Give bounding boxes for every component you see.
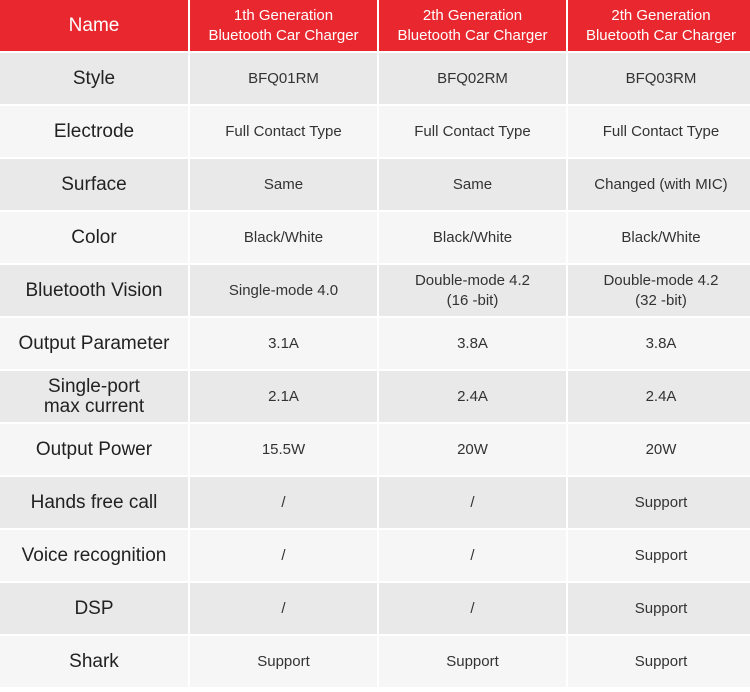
table-row <box>0 583 750 634</box>
header-product-1-line2: Bluetooth Car Charger <box>208 26 359 44</box>
row-value-product-2: BFQ02RM <box>379 53 566 104</box>
row-value-product-3: 3.8A <box>568 318 750 369</box>
row-value-product-1: / <box>190 530 377 581</box>
row-value-product-1: / <box>190 477 377 528</box>
table-body <box>0 53 750 687</box>
row-value-product-1: Support <box>190 636 377 687</box>
header-product-1 <box>190 0 377 51</box>
row-label: Output Power <box>0 424 188 475</box>
table-row <box>0 424 750 475</box>
table-row <box>0 53 750 104</box>
header-product-3-line1: 2th Generation <box>611 6 711 24</box>
row-value-product-1: Single-mode 4.0 <box>190 265 377 316</box>
row-label: DSP <box>0 583 188 634</box>
table-row <box>0 318 750 369</box>
header-product-1-line1: 1th Generation <box>233 6 334 24</box>
row-value-product-2: 2.4A <box>379 371 566 422</box>
row-value-product-3: Double-mode 4.2 (32 -bit) <box>568 265 750 316</box>
row-value-product-2: Double-mode 4.2 (16 -bit) <box>379 265 566 316</box>
table-row <box>0 212 750 263</box>
row-value-product-3: Support <box>568 636 750 687</box>
row-label: Shark <box>0 636 188 687</box>
row-value-product-2: 3.8A <box>379 318 566 369</box>
row-label: Hands free call <box>0 477 188 528</box>
table-row <box>0 636 750 687</box>
table-row <box>0 371 750 422</box>
row-value-product-3: 2.4A <box>568 371 750 422</box>
row-value-product-2: Support <box>379 636 566 687</box>
row-value-product-2: Same <box>379 159 566 210</box>
row-value-product-1: BFQ01RM <box>190 53 377 104</box>
row-label: Surface <box>0 159 188 210</box>
row-value-product-2: / <box>379 477 566 528</box>
row-value-product-3: Changed (with MIC) <box>568 159 750 210</box>
header-product-2 <box>379 0 566 51</box>
row-label: Bluetooth Vision <box>0 265 188 316</box>
header-product-3 <box>568 0 750 51</box>
table-row <box>0 265 750 316</box>
row-value-product-2: / <box>379 583 566 634</box>
row-value-product-2: Full Contact Type <box>379 106 566 157</box>
row-value-product-1: Black/White <box>190 212 377 263</box>
row-value-product-3: 20W <box>568 424 750 475</box>
header-row <box>0 0 750 51</box>
row-value-product-1: Full Contact Type <box>190 106 377 157</box>
row-label: Single-port max current <box>0 371 188 422</box>
header-name: Name <box>0 0 188 51</box>
row-value-product-3: Support <box>568 583 750 634</box>
row-label: Color <box>0 212 188 263</box>
row-value-product-2: Black/White <box>379 212 566 263</box>
table-row <box>0 477 750 528</box>
row-value-product-1: 3.1A <box>190 318 377 369</box>
row-value-product-1: 15.5W <box>190 424 377 475</box>
row-value-product-3: Support <box>568 530 750 581</box>
row-label: Style <box>0 53 188 104</box>
row-label: Voice recognition <box>0 530 188 581</box>
header-product-3-line2: Bluetooth Car Charger <box>585 26 737 44</box>
table-row <box>0 106 750 157</box>
row-value-product-3: Black/White <box>568 212 750 263</box>
row-value-product-1: 2.1A <box>190 371 377 422</box>
row-value-product-3: Full Contact Type <box>568 106 750 157</box>
row-value-product-3: Support <box>568 477 750 528</box>
header-product-2-line1: 2th Generation <box>422 6 523 24</box>
row-value-product-1: / <box>190 583 377 634</box>
row-label: Output Parameter <box>0 318 188 369</box>
row-value-product-2: / <box>379 530 566 581</box>
table-row <box>0 159 750 210</box>
row-value-product-1: Same <box>190 159 377 210</box>
row-value-product-3: BFQ03RM <box>568 53 750 104</box>
header-product-2-line2: Bluetooth Car Charger <box>397 26 548 44</box>
row-label: Electrode <box>0 106 188 157</box>
table-row <box>0 530 750 581</box>
row-value-product-2: 20W <box>379 424 566 475</box>
